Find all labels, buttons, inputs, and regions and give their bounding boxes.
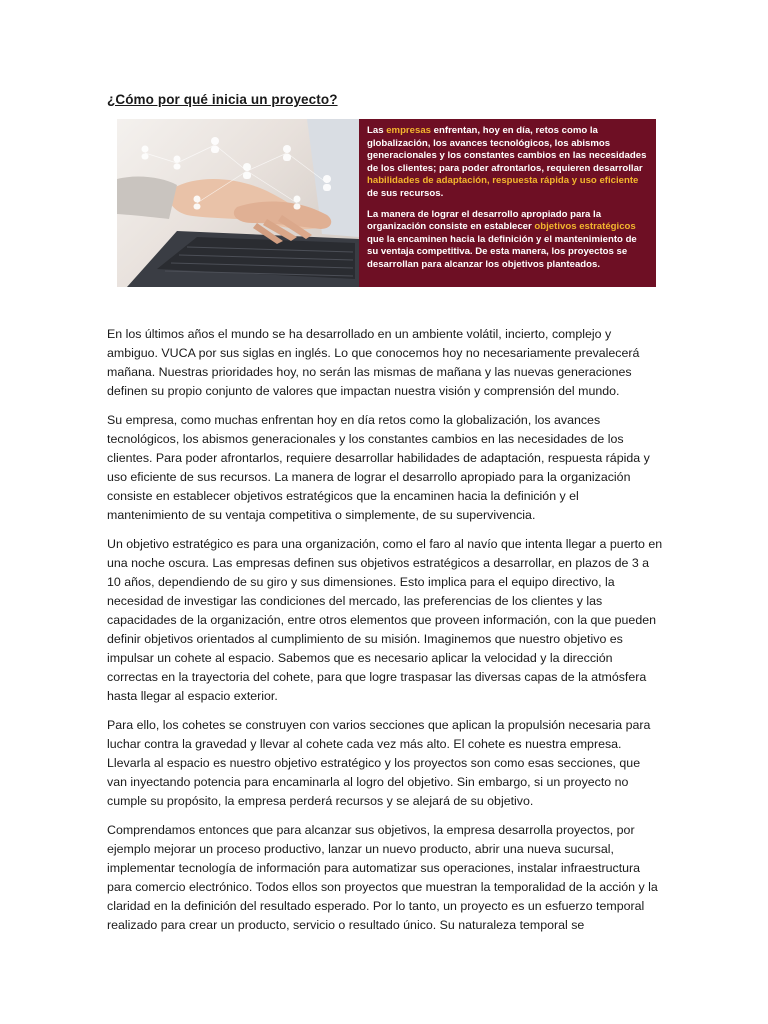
section-heading: ¿Cómo por qué inicia un proyecto?	[107, 92, 338, 107]
banner-p1-text-2: enfrentan, hoy en día, retos como la globalización, los avances tecnológicos, los abismos generacionales y los constantes cambios en las necesidades de los clientes; para poder afrontarlos, requieren desarrollar	[367, 125, 647, 174]
banner-p1-highlight-2: habilidades de adaptación, respuesta rápida y uso eficiente	[367, 175, 639, 187]
body-paragraph-1: En los últimos años el mundo se ha desarrollado en un ambiente volátil, incierto, complejo y ambiguo. VUCA por sus siglas en inglés. Lo que conocemos hoy no necesariamente prevalecerá mañana. Nuestras prioridades hoy, no serán las mismas de mañana y las nuevas generaciones definen su propio conjunto de valores que impactan nuestra visión y comprensión del mundo.	[107, 327, 640, 398]
banner-p1-text-3: de sus recursos.	[367, 187, 444, 199]
banner-p2-highlight-1: objetivos estratégicos	[534, 221, 636, 233]
intro-banner-image	[117, 119, 656, 287]
body-paragraph-5: Comprendamos entonces que para alcanzar sus objetivos, la empresa desarrolla proyectos, por ejemplo mejorar un proceso productivo, lanzar un nuevo producto, abrir una nueva sucursal, implementar tecnología de información para automatizar sus operaciones, instalar infraestructura para comercio electrónico. Todos ellos son proyectos que muestran la temporalidad de la acción y la claridad en la definición del resultado esperado. Por lo tanto, un proyecto es un esfuerzo temporal realizado para crear un producto, servicio o resultado único. Su naturaleza temporal se	[107, 823, 658, 932]
body-paragraph-2: Su empresa, como muchas enfrentan hoy en día retos como la globalización, los avances tecnológicos, los abismos generacionales y los constantes cambios en las necesidades de los clientes. Para poder afrontarlos, requiere desarrollar habilidades de adaptación, respuesta rápida y uso eficiente de sus recursos. La manera de lograr el desarrollo apropiado para la organización consiste en establecer objetivos estratégicos que la encaminen hacia la definición y el mantenimiento de su ventaja competitiva o simplemente, de su supervivencia.	[107, 413, 650, 522]
banner-p2-text-1: La manera de lograr el desarrollo apropiado para la organización consiste en establecer	[367, 208, 602, 233]
banner-p1-highlight-1: empresas	[386, 125, 432, 136]
body-paragraph-3: Un objetivo estratégico es para una organización, como el faro al navío que intenta llegar a puerto en una noche oscura. Las empresas definen sus objetivos estratégicos a desarrollar, en plazos de 3 a 10 años, dependiendo de su giro y sus dimensiones. Esto implica para el equipo directivo, la necesidad de investigar las condiciones del mercado, las preferencias de los clientes y las capacidades de la organización, entre otros elementos que proveen información, con la que pueden definir objetivos orientados al cumplimiento de su misión. Imaginemos que nuestro objetivo es impulsar un cohete al espacio. Sabemos que es necesario aplicar la velocidad y la dirección correctas en la trayectoria del cohete, para que logre traspasar las diversas capas de la atmósfera hasta llegar al espacio exterior.	[107, 537, 663, 703]
hands-laptop-photo	[117, 119, 359, 287]
banner-paragraph-1	[367, 125, 649, 201]
banner-p1-text-1: Las	[367, 125, 387, 136]
banner-p2-text-2: que la encaminen hacia la definición y el mantenimiento de su ventaja competitiva. De esta manera, los proyectos se desarrollan para alcanzar los objetivos planteados.	[367, 233, 637, 270]
laptop-typing-illustration	[117, 119, 359, 287]
article-body	[107, 325, 663, 945]
banner-paragraph-2	[367, 209, 649, 272]
body-paragraph-4: Para ello, los cohetes se construyen con varios secciones que aplican la propulsión necesaria para luchar contra la gravedad y llevar al cohete cada vez más alto. El cohete es nuestra empresa. Llevarla al espacio es nuestro objetivo estratégico y los proyectos son como esas secciones, que van inyectando potencia para encaminarla al logro del objetivo. Sin embargo, si un proyecto no cumple su propósito, la empresa perderá recursos y se alejará de su objetivo.	[107, 718, 651, 808]
banner-caption	[367, 125, 649, 280]
